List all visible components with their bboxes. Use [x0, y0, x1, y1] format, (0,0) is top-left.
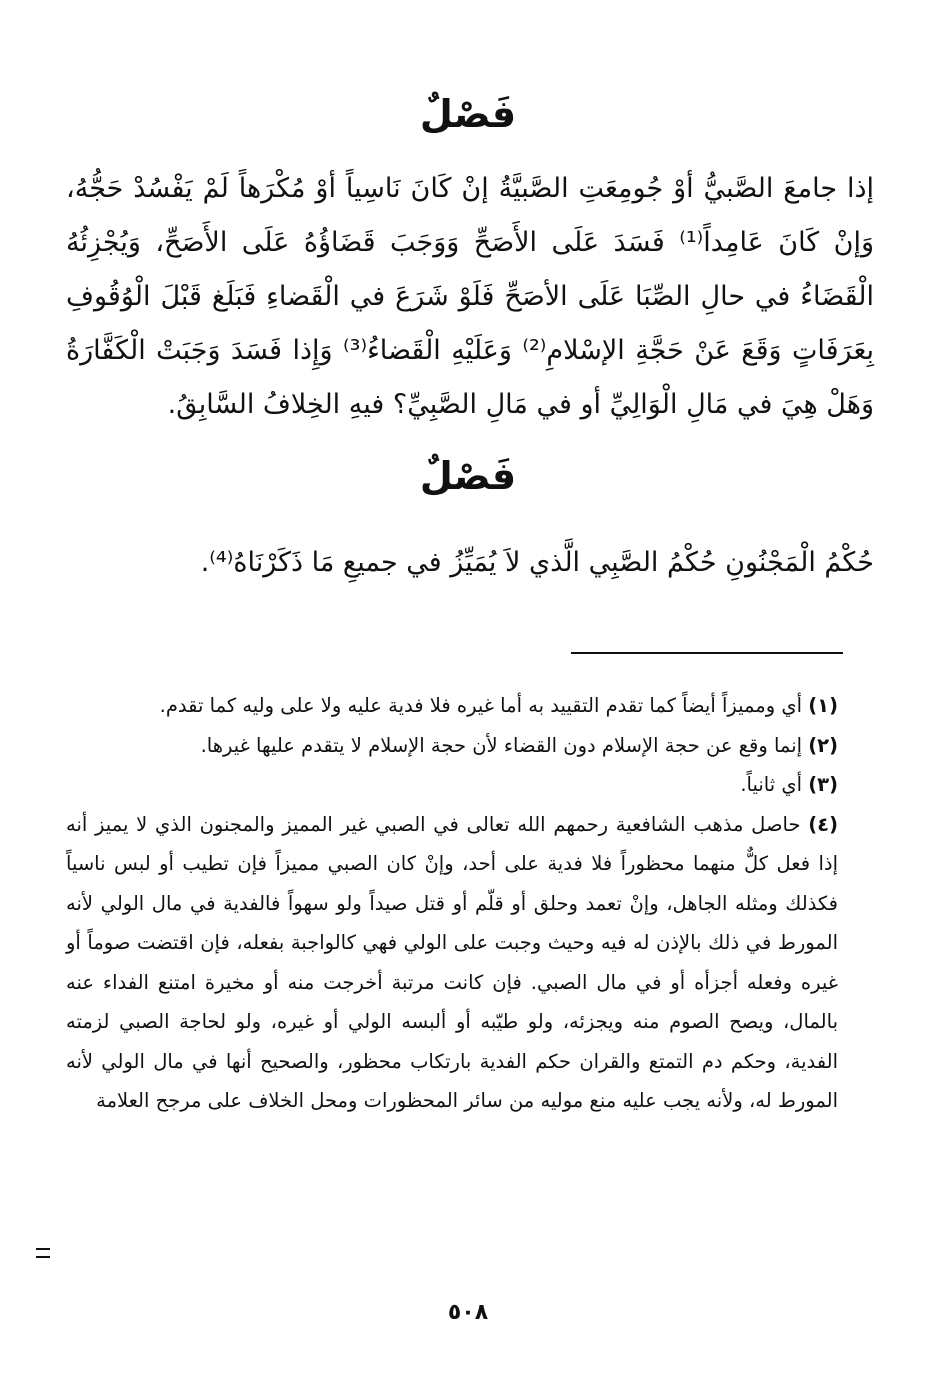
continuation-mark: [36, 1248, 50, 1258]
footnote-text: أي ثانياً.: [740, 773, 803, 796]
section-heading-2: فَصْلٌ: [419, 454, 517, 498]
footnote-1: [66, 686, 838, 726]
footnote-number: (٢): [808, 733, 838, 757]
section-paragraph-1: إذا جامعَ الصَّبيُّ أوْ جُومِعَتِ الصَّبيَّةُ إنْ كَانَ نَاسِياً أوْ مُكْرَهاً لَمْ يَفْسُدْ حَجُّهُ، وَإنْ كَانَ عَامِداً⁽¹⁾ فَسَدَ عَلَى الأَصَحِّ وَوَجَبَ قَضَاؤُهُ عَلَى الأَصَحِّ، وَيُجْزِئُهُ الْقَضَاءُ في حالِ الصِّبَا عَلَى الأصَحِّ فَلَوْ شَرَعَ في الْقَضاءِ فَبَلَغ قَبْلَ الْوُقُوفِ بِعَرَفَاتٍ وَقَعَ عَنْ حَجَّةِ الإسْلامِ⁽²⁾ وَعَلَيْهِ الْقَضاءُ⁽³⁾ وَإِذا فَسَدَ وَجَبَتْ الْكَفَّارَةُ وَهَلْ هِيَ في مَالِ الْوَالِيِّ أو في مَالِ الصَّبِيِّ؟ فيهِ الخِلافُ السَّابِقُ.: [66, 173, 875, 420]
footnote-3: [66, 765, 838, 805]
footnote-text: أي ومميزاً أيضاً كما تقدم التقييد به أما غيره فلا فدية عليه ولا على وليه كما تقدم.: [159, 694, 803, 717]
footnote-4: [66, 805, 838, 1121]
footnotes: [66, 686, 838, 1121]
footnote-2: [66, 726, 838, 766]
footnote-text: إنما وقع عن حجة الإسلام دون القضاء لأن حجة الإسلام لا يتقدم عليها غيرها.: [200, 733, 803, 757]
section-body-1: [66, 162, 874, 432]
footnote-separator: [571, 652, 843, 654]
page-number: ٥٠٨: [447, 1300, 489, 1325]
section-paragraph-2: حُكْمُ الْمَجْنُونِ حُكْمُ الصَّبِي الَّذي لاَ يُمَيِّزُ في جميعِ مَا ذَكَرْنَاهُ⁽⁴⁾.: [200, 547, 874, 578]
section-heading-1: فَصْلٌ: [419, 92, 517, 136]
footnote-text: حاصل مذهب الشافعية رحمهم الله تعالى في الصبي غير المميز والمجنون الذي لا يميز أنه إذا فعل كلٌّ منهما محظوراً فلا فدية على أحد، وإنْ كان الصبي مميزاً فإن تطيب أو لبس ناسياً فكذلك ومثله الجاهل، وإنْ تعمد وحلق أو قلّم أو قتل صيداً ولو سهواً فالفدية في مال الولي لأنه المورط في ذلك بالإذن له فيه وحيث وجبت على الولي فهي كالواجبة بفعله، فإن اقتضت صوماً أو غيره وفعله أجزأه أو في مال الصبي. فإن كانت مرتبة أخرجت منه أو مخيرة امتنع الفداء عنه بالمال، ويصح الصوم منه ويجزئه، ولو طيّبه أو ألبسه الولي أو غيره، ولو لحاجة الصبي لزمته الفدية، وحكم دم التمتع والقران حكم الفدية بارتكاب محظور، والصحيح أنها في مال الولي لأنه المورط له، ولأنه يجب عليه منع موليه من سائر المحظورات ومحل الخلاف على مرجح العلامة: [66, 812, 838, 1112]
footnote-number: (١): [808, 694, 838, 717]
section-body-2: [66, 536, 874, 590]
footnote-number: (٣): [808, 773, 838, 796]
footnote-number: (٤): [808, 812, 838, 836]
